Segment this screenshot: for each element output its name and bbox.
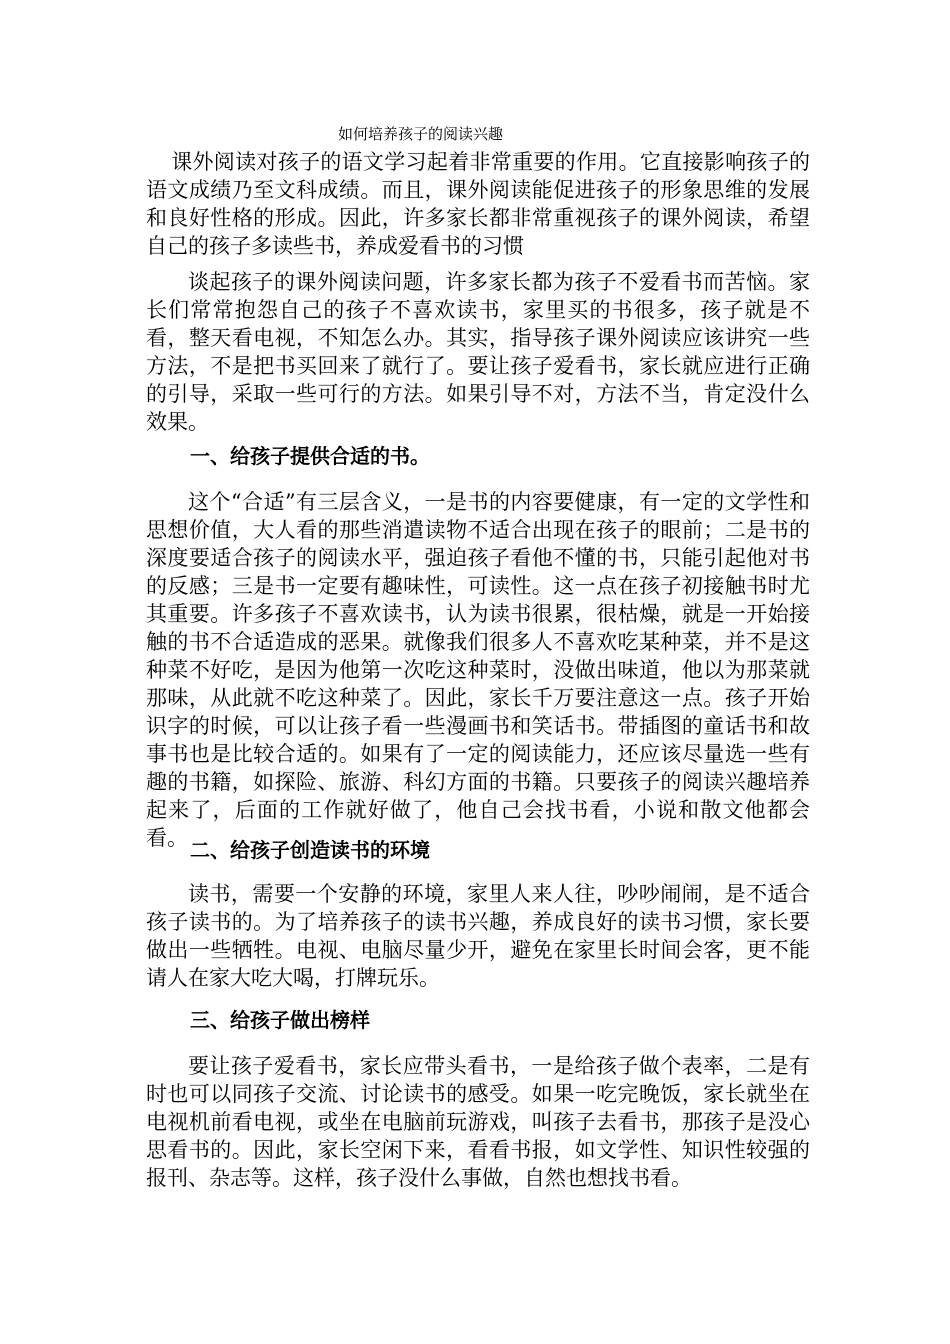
section-2-heading: 二、给孩子创造读书的环境 xyxy=(190,838,430,862)
section-1-heading: 一、给孩子提供合适的书。 xyxy=(190,444,430,468)
section-3-heading: 三、给孩子做出榜样 xyxy=(190,1008,370,1032)
document-title: 如何培养孩子的阅读兴趣 xyxy=(338,125,504,143)
section-3-paragraph: 要让孩子爱看书，家长应带头看书，一是给孩子做个表率，二是有时也可以同孩子交流、讨论读书的感受。如果一吃完晚饭，家长就坐在电视机前看电视，或坐在电脑前玩游戏，叫孩子去看书，那孩子是没心思看书的。因此，家长空闲下来，看看书报，如文学性、知识性较强的报刊、杂志等。这样，孩子没什么事做，自然也想找书看。 xyxy=(146,1054,810,1190)
intro-paragraph: 课外阅读对孩子的语文学习起着非常重要的作用。它直接影响孩子的语文成绩乃至文科成绩。而且，课外阅读能促进孩子的形象思维的发展和良好性格的形成。因此，许多家长都非常重视孩子的课外阅读，希望自己的孩子多读些书，养成爱看书的习惯 xyxy=(146,150,810,258)
problem-paragraph: 谈起孩子的课外阅读问题，许多家长都为孩子不爱看书而苦恼。家长们常常抱怨自己的孩子不喜欢读书，家里买的书很多，孩子就是不看，整天看电视，不知怎么办。其实，指导孩子课外阅读应该讲究一些方法，不是把书买回来了就行了。要让孩子爱看书，家长就应进行正确的引导，采取一些可行的方法。如果引导不对，方法不当，肯定没什么效果。 xyxy=(146,270,810,434)
section-1-paragraph: 这个“合适”有三层含义，一是书的内容要健康，有一定的文学性和思想价值，大人看的那些消遣读物不适合出现在孩子的眼前；二是书的深度要适合孩子的阅读水平，强迫孩子看他不懂的书，只能引起他对书的反感；三是书一定要有趣味性，可读性。这一点在孩子初接触书时尤其重要。许多孩子不喜欢读书，认为读书很累，很枯燥，就是一开始接触的书不合适造成的恶果。就像我们很多人不喜欢吃某种菜，并不是这种菜不好吃，是因为他第一次吃这种菜时，没做出味道，他以为那菜就那味，从此就不吃这种菜了。因此，家长千万要注意这一点。孩子开始识字的时候，可以让孩子看一些漫画书和笑话书。带插图的童话书和故事书也是比较合适的。如果有了一定的阅读能力，还应该尽量选一些有趣的书籍，如探险、旅游、科幻方面的书籍。只要孩子的阅读兴趣培养起来了，后面的工作就好做了，他自己会找书看，小说和散文他都会看。 xyxy=(146,490,810,850)
section-2-paragraph: 读书，需要一个安静的环境，家里人来人往，吵吵闹闹，是不适合孩子读书的。为了培养孩子的读书兴趣，养成良好的读书习惯，家长要做出一些牺牲。电视、电脑尽量少开，避免在家里长时间会客，更不能请人在家大吃大喝，打牌玩乐。 xyxy=(146,882,810,990)
